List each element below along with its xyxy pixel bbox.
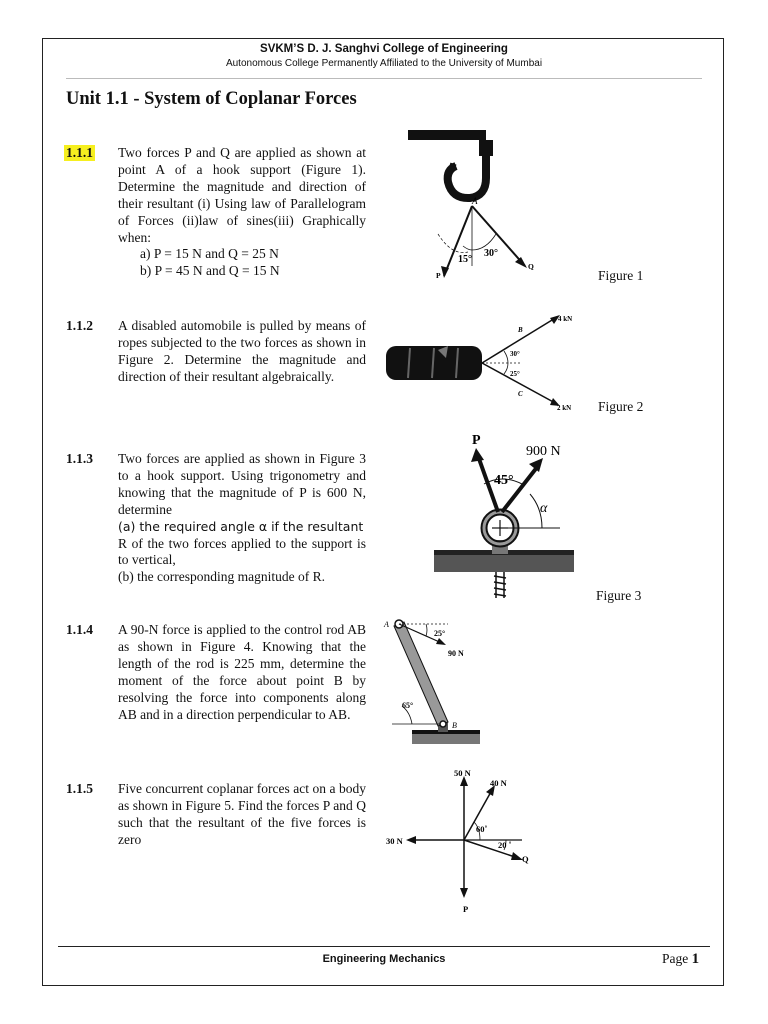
figure-5-q: Q: [522, 854, 529, 864]
figure-5-p: P: [463, 904, 469, 914]
question-text: [118, 622, 366, 723]
college-name: SVKM’S D. J. Sanghvi College of Engineering: [260, 43, 508, 55]
figure-1-q: Q: [528, 262, 534, 271]
figure-5-30n: 30 N: [386, 836, 403, 846]
figure-3-hook-support: [430, 432, 580, 604]
figure-1-p: P: [436, 271, 441, 280]
figure-2-automobile: [382, 310, 582, 414]
figure-2-c: C: [518, 390, 523, 398]
figure-2-4kn: 4 kN: [558, 315, 573, 323]
figure-4-b: B: [452, 721, 457, 730]
figure-4-control-rod: [382, 614, 488, 748]
figure-1-hook: [408, 126, 556, 286]
question-number: 1.1.1: [66, 145, 93, 160]
figure-2-angle-30: 30°: [510, 350, 520, 358]
question-number: 1.1.5: [66, 781, 93, 796]
question-option: a) P = 15 N and Q = 25 N: [140, 246, 279, 262]
figure-5-40n: 40 N: [490, 778, 507, 788]
figure-3-alpha: α: [540, 501, 548, 516]
question-text: [118, 451, 366, 586]
footer-divider: [58, 946, 710, 947]
figure-2-angle-25: 25°: [510, 370, 520, 378]
question-part-b: (b) the corresponding magnitude of R.: [118, 569, 325, 585]
page-number-value: 1: [691, 951, 700, 967]
question-body: A disabled automobile is pulled by means of ropes subjected to the two forces as shown in Figure 2. Determine the magnitude and direction of their resultant algebraically.: [118, 318, 366, 384]
figure-5-angle-60: 60˚: [476, 824, 488, 834]
figure-1-point-a: A: [472, 196, 478, 206]
question-text: [118, 318, 366, 386]
figure-5-50n: 50 N: [454, 768, 471, 778]
figure-label: Figure 1: [598, 268, 644, 283]
figure-1-angle-30: 30°: [484, 248, 498, 259]
question-body: Two forces P and Q are applied as shown at point A of a hook support (Figure 1). Determine the magnitude and direction of their resultant (i) Using law of Parallelogram of Forces (ii)law of sines(iii) Graphically when:: [118, 145, 366, 245]
question-number: 1.1.4: [66, 622, 93, 637]
question-body: Five concurrent coplanar forces act on a body as shown in Figure 5. Find the forces P and Q such that the resultant of the five forces is zero: [118, 781, 366, 847]
question-text: [118, 781, 366, 849]
figure-4-angle-25: 25°: [434, 629, 446, 638]
figure-4-90n: 90 N: [448, 649, 464, 658]
figure-3-angle-45: 45°: [494, 473, 514, 488]
header-divider: [66, 78, 702, 79]
figure-2-b: B: [518, 326, 523, 334]
question-body-cont: R of the two forces applied to the support is to vertical,: [118, 535, 366, 568]
page-number: [662, 951, 699, 968]
question-body: Two forces are applied as shown in Figure 3 to a hook support. Using trigonometry and knowing that the magnitude of P is 600 N, determine: [118, 451, 366, 517]
figure-4-a: A: [384, 620, 389, 629]
figure-1-angle-15: 15°: [458, 254, 472, 265]
footer-subject: Engineering Mechanics: [322, 953, 446, 965]
figure-label: Figure 3: [596, 588, 642, 603]
figure-3-p: P: [472, 433, 481, 448]
question-body: A 90-N force is applied to the control rod AB as shown in Figure 4. Knowing that the length of the rod is 225 mm, determine the moment of the force about point B by resolving the force into components along AB and in a direction perpendicular to AB.: [118, 622, 366, 722]
page-label: Page: [662, 951, 689, 966]
question-part-a: (a) the required angle α if the resultant: [118, 518, 364, 534]
figure-5-concurrent-forces: [382, 764, 538, 918]
question-number: 1.1.2: [66, 318, 93, 333]
figure-5-angle-20: 20 ˚: [498, 840, 512, 850]
figure-label: Figure 2: [598, 399, 644, 414]
question-number: 1.1.3: [66, 451, 93, 466]
college-affiliation: Autonomous College Permanently Affiliated to the University of Mumbai: [225, 58, 543, 69]
figure-4-angle-65: 65°: [402, 701, 414, 710]
question-option: b) P = 45 N and Q = 15 N: [140, 263, 280, 279]
figure-2-2kn: 2 kN: [557, 404, 572, 412]
question-text: [118, 145, 366, 280]
figure-3-900n: 900 N: [526, 444, 561, 459]
page-title: Unit 1.1 - System of Coplanar Forces: [66, 89, 357, 109]
